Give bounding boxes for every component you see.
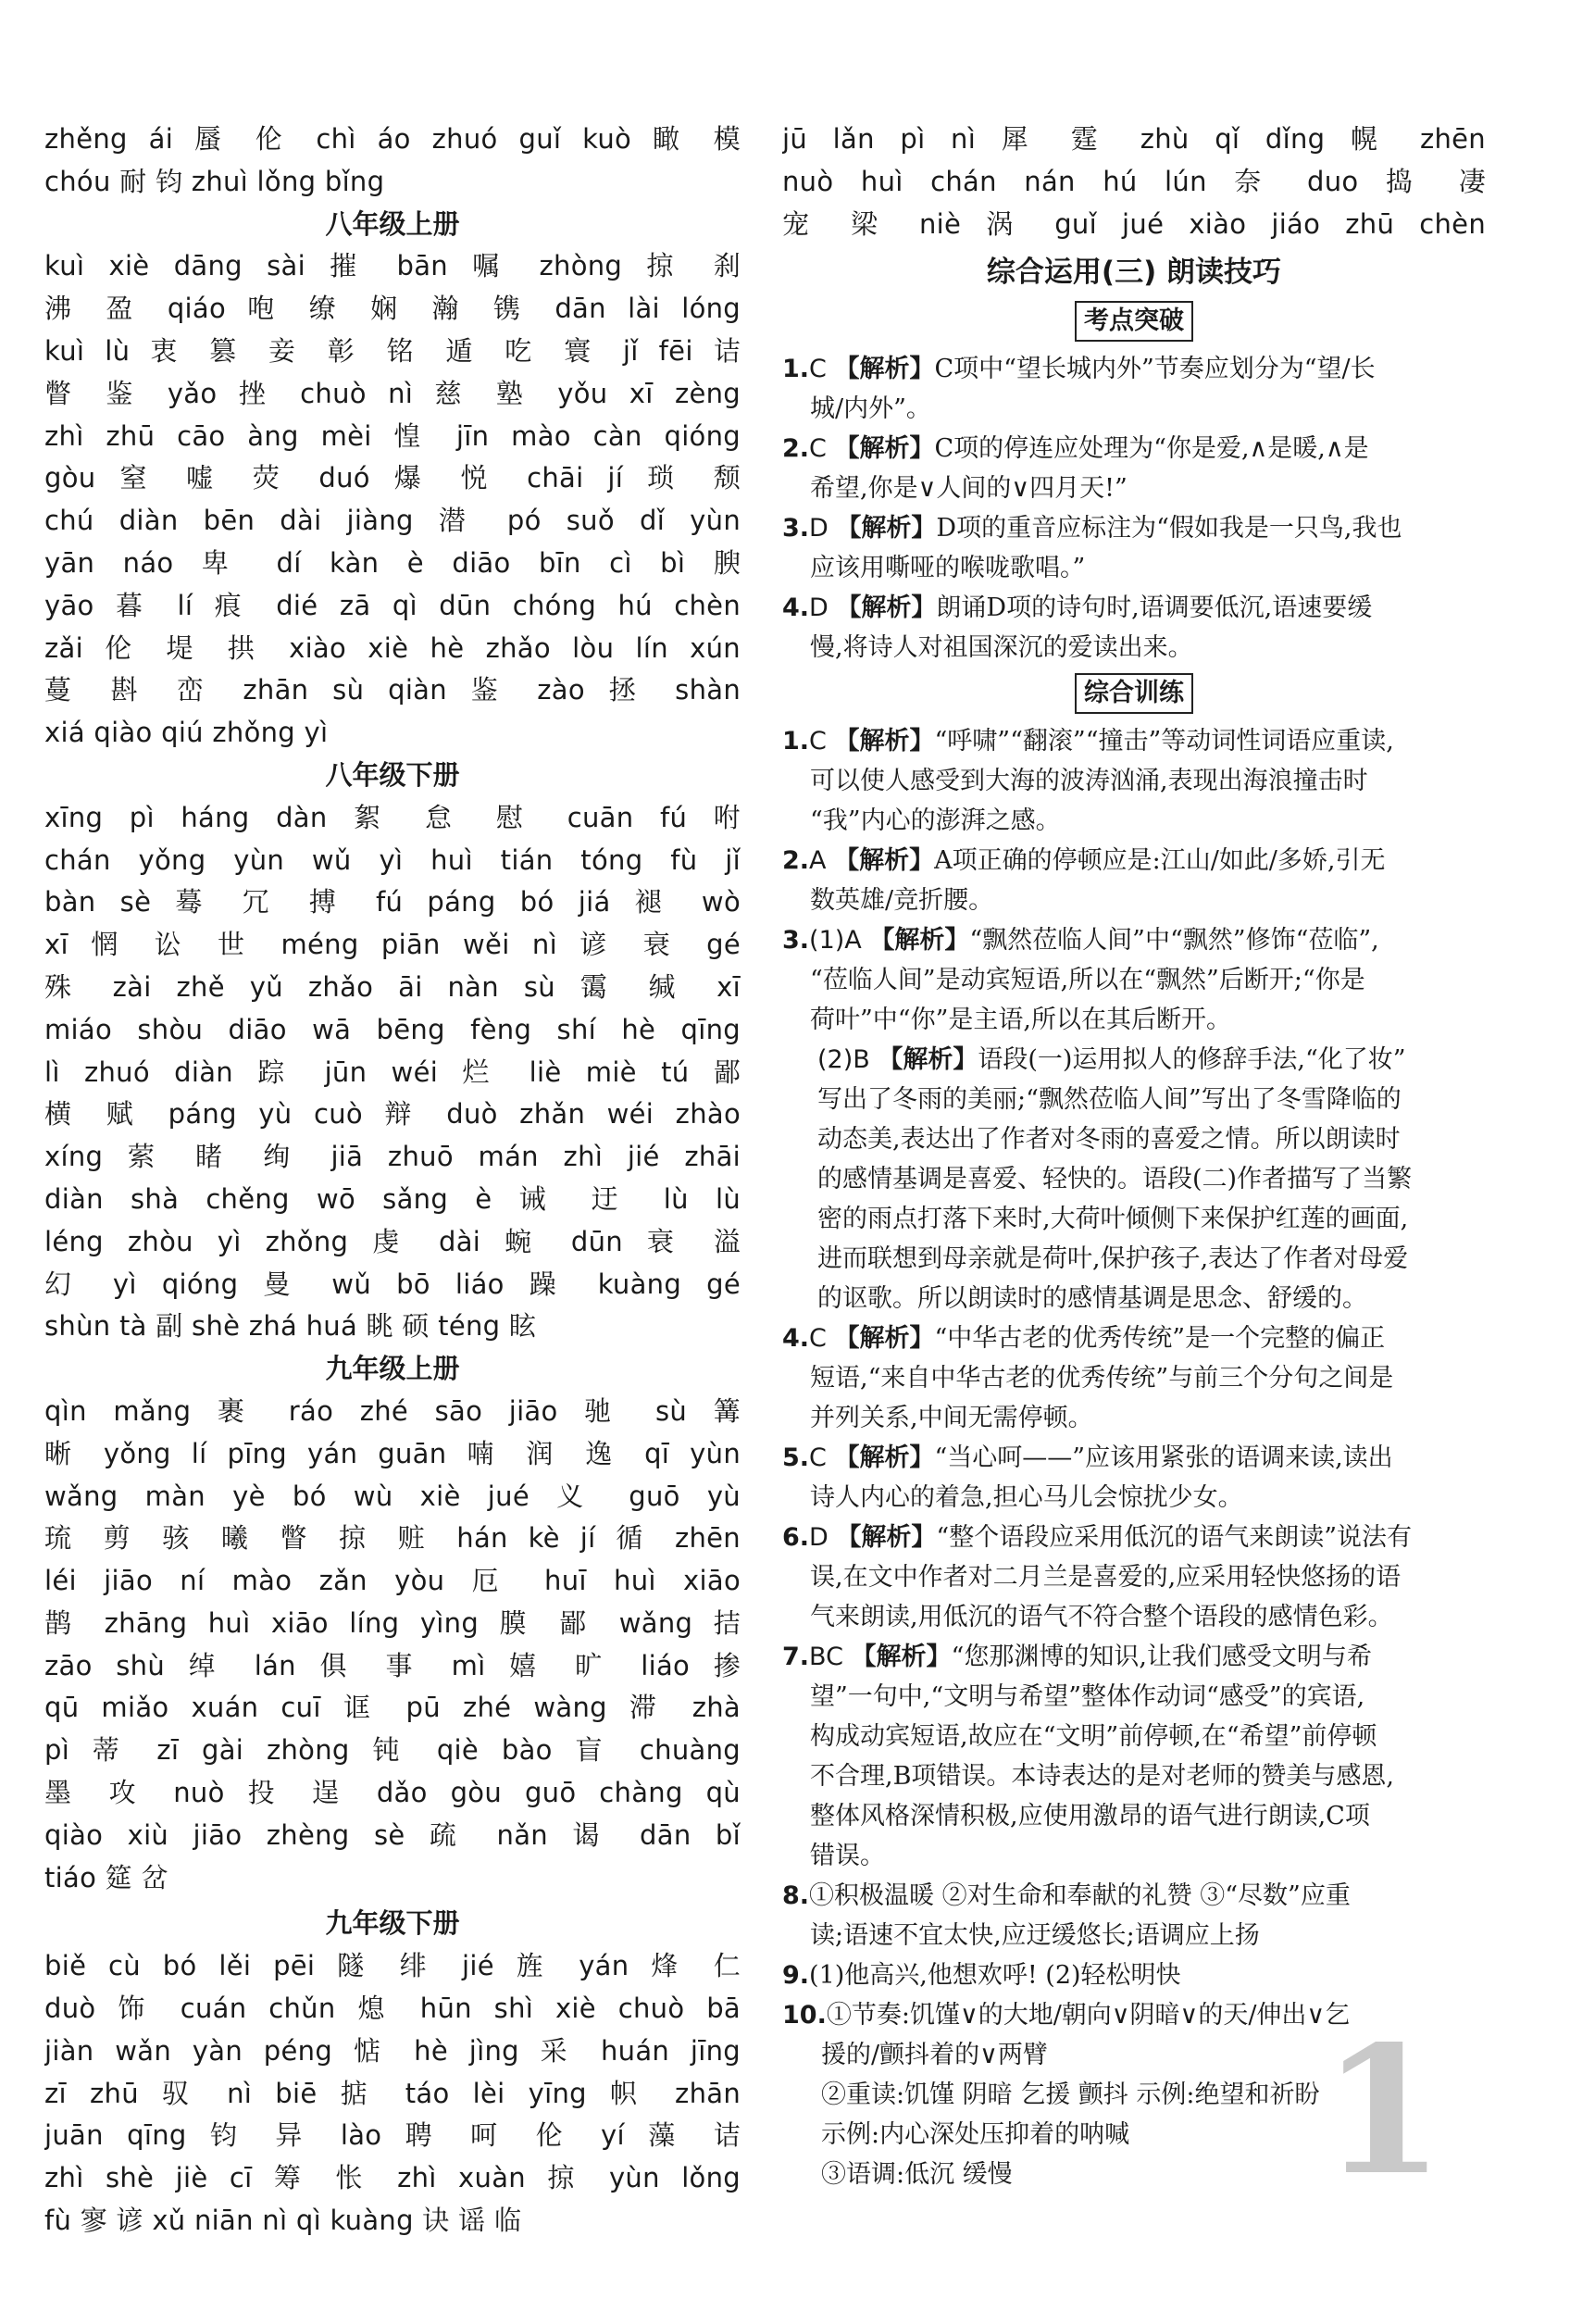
grade-9b-line: duò 饰 cuán chǔn 熄 hūn shì xiè chuò bā [44, 1993, 741, 2025]
answer-text: (1)他高兴,他想欢呼! (2)轻松明快 [809, 1961, 1181, 1991]
grade-8a-line: 蔓 斟 峦 zhān sù qiàn 鉴 zào 拯 shàn [44, 674, 741, 706]
answer-number: 8. [782, 1881, 810, 1911]
analysis-label: 【解析】 [836, 593, 937, 623]
grade-8a-line: 沸 盈 qiáo 咆 缭 娴 瀚 镌 dān lài lóng [44, 293, 741, 325]
analysis-label: 【解析】 [834, 846, 935, 876]
answer-number: 4. [782, 1324, 810, 1354]
answer-continuation: 读;语速不宜太快,应迂缓悠长;语调应上扬 [810, 1921, 1260, 1951]
answer-continuation: 可以使人感受到大海的波涛汹涌,表现出海浪撞击时 [810, 767, 1368, 796]
answer-continuation: 短语,“来自中华古老的优秀传统”与前三个分句之间是 [810, 1364, 1394, 1393]
analysis-label: 【解析】 [834, 727, 935, 756]
answer-text: C项中“望长城内外”节奏应划分为“望/长 [934, 355, 1376, 384]
page-number: 1 [1322, 2007, 1445, 2214]
grade-9a-line: qìn mǎng 裹 ráo zhé sāo jiāo 驰 sù 篝 [44, 1394, 741, 1427]
answers-zonghe [782, 721, 1486, 2075]
answer-continuation: 错误。 [810, 1842, 885, 1871]
analysis-label: 【解析】 [834, 355, 935, 384]
answer-choice: C [809, 355, 835, 384]
zonghe-item [782, 1040, 1486, 1080]
answer-text: C项的停连应处理为“你是爱,∧是暖,∧是 [934, 434, 1369, 464]
intro-line: zhěng ái 蜃 伦 chì áo zhuó guǐ kuò 瞰 模 [44, 123, 741, 155]
answer-text: “飘然莅临人间”中“飘然”修饰“莅临”, [969, 926, 1379, 956]
grade-9b-line: juān qīng 钧 异 lào 聘 呵 伦 yí 藻 诘 [44, 2119, 741, 2152]
left-column [44, 119, 741, 2243]
answers-kaodian [782, 349, 1486, 668]
answer-choice: (1)A [809, 926, 870, 956]
right-pinyin-line: nuò huì chán nán hú lún 奈 duo 捣 凄 [782, 165, 1486, 197]
zonghe-item [782, 1518, 1486, 1557]
answer-text: “呼啸”“翻滚”“撞击”等动词性词语应重读, [934, 727, 1394, 756]
answer-continuation: 城/内外”。 [810, 394, 931, 424]
answer-text: D项的重音应标注为“假如我是一只鸟,我也 [936, 514, 1402, 544]
answer-choice: C [809, 727, 835, 756]
grade-9a-line: pì 蒂 zī gài zhòng 钝 qiè bào 盲 chuàng [44, 1734, 741, 1767]
zonghe-item [782, 1318, 1486, 1358]
answer-choice: D [809, 514, 837, 544]
answer-text: “中华古老的优秀传统”是一个完整的偏正 [934, 1324, 1386, 1354]
answer-number: 4. [782, 593, 810, 623]
answer-text: A项正确的停顿应是:江山/如此/多娇,引无 [934, 846, 1386, 876]
answer-choice: D [809, 593, 837, 623]
grade-9a-line: 琉 剪 骇 曦 瞥 掠 赃 hán kè jí 循 zhēn [44, 1522, 741, 1555]
answer-number: 9. [782, 1961, 810, 1991]
grade-9a-line: tiáo 筵 岔 [44, 1861, 168, 1893]
grade-8a-title: 八年级上册 [325, 207, 460, 240]
grade-9a-line: 晰 yǒng lí pīng yán guān 喃 润 逸 qī yùn [44, 1437, 741, 1469]
answer-continuation: 动态美,表达出了作者对冬雨的喜爱之情。所以朗读时 [817, 1125, 1401, 1155]
answer-continuation: 密的雨点打落下来时,大荷叶倾侧下来保护红莲的画面, [817, 1205, 1409, 1234]
tag-zonghe: 综合训练 [1075, 673, 1193, 714]
zonghe-item [782, 920, 1486, 960]
grade-9a-line: léi jiāo ní mào zǎn yòu 厄 huī huì xiāo [44, 1565, 741, 1597]
grade-8b-line: lì zhuó diàn 踪 jūn wéi 烂 liè miè tú 鄙 [44, 1056, 741, 1088]
grade-8b-line: xīng pì háng dàn 絮 怠 慰 cuān fú 咐 [44, 801, 741, 833]
grade-9a-line: 鹊 zhāng huì xiāo líng yìng 膜 鄙 wǎng 拮 [44, 1606, 741, 1639]
zonghe-item [782, 841, 1486, 881]
answer-continuation: “莅临人间”是动宾短语,所以在“飘然”后断开;“你是 [810, 966, 1365, 995]
answer-text: ①节奏:饥馑∨的大地/朝向∨阴暗∨的天/伸出∨乞 [826, 2001, 1351, 2030]
grade-8b-title: 八年级下册 [325, 758, 460, 791]
answer-continuation: 并列关系,中间无需停顿。 [810, 1404, 1093, 1433]
answer-continuation: “我”内心的澎湃之感。 [810, 806, 1061, 836]
answer-choice: (2)B [817, 1045, 878, 1075]
grade-9a-line: wǎng màn yè bó wù xiè jué 义 guō yù [44, 1480, 741, 1512]
right-pinyin-line: 宠 梁 niè 涡 guǐ jué xiào jiáo zhū chèn [782, 207, 1486, 240]
answer-text: 朗诵D项的诗句时,语调要低沉,语速要缓 [936, 593, 1373, 623]
answer-text: ①积极温暖 ②对生命和奉献的礼赞 ③“尽数”应重 [809, 1881, 1351, 1911]
analysis-label: 【解析】 [836, 1523, 937, 1553]
answer-text: “当心呵——”应该用紧张的语调来读,读出 [934, 1443, 1393, 1473]
answer-10-line: ②重读:饥馑 阴暗 乞援 颤抖 示例:绝望和祈盼 [821, 2080, 1320, 2110]
analysis-label: 【解析】 [851, 1643, 952, 1672]
analysis-label: 【解析】 [869, 926, 970, 956]
grade-9b-title: 九年级下册 [325, 1907, 460, 1940]
answer-number: 1. [782, 355, 810, 384]
grade-9b-line: jiàn wǎn yàn péng 惦 hè jìng 采 huán jīng [44, 2034, 741, 2067]
answer-text: “整个语段应采用低沉的语气来朗读”说法有 [936, 1523, 1413, 1553]
grade-8b-line: xī 惘 讼 世 méng piān wěi nì 谚 衰 gé [44, 929, 741, 961]
answer-continuation: 写出了冬雨的美丽;“飘然莅临人间”写出了冬雪降临的 [817, 1085, 1402, 1115]
grade-8b-line: miáo shòu diāo wā bēng fèng shí hè qīng [44, 1013, 741, 1045]
grade-8a-line: zhì zhū cāo àng mèi 惶 jīn mào càn qióng [44, 419, 741, 452]
grade-8b-line: bàn sè 蓦 冗 搏 fú páng bó jiá 褪 wò [44, 886, 741, 918]
answer-continuation: 误,在文中作者对二月兰是喜爱的,应采用轻快悠扬的语 [810, 1563, 1402, 1593]
zonghe-item [782, 1876, 1486, 1916]
answer-choice: C [809, 1324, 835, 1354]
grade-9a-line: 墨 攻 nuò 投 逞 dǎo gòu guō chàng qù [44, 1777, 741, 1809]
grade-8a-line: 瞥 鉴 yǎo 挫 chuò nì 慈 塾 yǒu xī zèng [44, 377, 741, 409]
grade-9b-line: zhì shè jiè cī 筹 怅 zhì xuàn 掠 yùn lǒng [44, 2162, 741, 2194]
kaodian-item [782, 588, 1486, 628]
answer-number: 5. [782, 1443, 810, 1473]
answer-continuation: 整体风格深情积极,应使用激昂的语气进行朗读,C项 [810, 1802, 1370, 1831]
grade-8a-line: chú diàn bēn dài jiàng 潜 pó suǒ dǐ yùn [44, 505, 741, 537]
answer-continuation: 荷叶”中“你”是主语,所以在其后断开。 [810, 1006, 1231, 1035]
grade-8b-line: léng zhòu yì zhǒng 虔 dài 蜿 dūn 衰 溢 [44, 1225, 741, 1257]
zonghe-item [782, 1637, 1486, 1677]
answer-number: 3. [782, 926, 810, 956]
answer-10-line: ③语调:低沉 缓慢 [821, 2160, 1013, 2190]
grade-9a-line: zāo shù 绰 lán 俱 事 mì 嬉 旷 liáo 掺 [44, 1649, 741, 1681]
grade-8a-line: xiá qiào qiú zhǒng yì [44, 717, 329, 749]
answer-continuation: 的讴歌。所以朗读时的感情基调是思念、舒缓的。 [817, 1284, 1367, 1314]
right-pinyin-line: jū lǎn pì nì 犀 霆 zhù qǐ dǐng 幌 zhēn [782, 123, 1486, 155]
pinyin-block-grade-9b [44, 1945, 741, 2243]
right-column [782, 119, 1486, 2194]
answer-continuation: 的感情基调是喜爱、轻快的。语段(二)作者描写了当繁 [817, 1165, 1413, 1194]
answer-continuation: 诗人内心的着急,担心马儿会惊扰少女。 [810, 1483, 1243, 1513]
answer-number: 10. [782, 2001, 827, 2030]
grade-8a-line: yāo 暮 lí 痕 dié zā qì dūn chóng hú chèn [44, 589, 741, 621]
analysis-label: 【解析】 [836, 514, 937, 544]
grade-8b-line: 殊 zài zhě yǔ zhǎo āi nàn sù 霭 缄 xī [44, 970, 741, 1003]
grade-8b-line: shùn tà 副 shè zhá huá 眺 硕 téng 眩 [44, 1310, 537, 1343]
grade-8a-line: kuì lù 衷 篡 妾 彰 铭 遁 吃 寰 jǐ fēi 诘 [44, 334, 741, 367]
grade-9a-line: qū miǎo xuán cuī 诓 pū zhé wàng 滞 zhà [44, 1692, 741, 1724]
grade-8a-line: yān náo 卑 dí kàn è diāo bīn cì bì 腴 [44, 546, 741, 579]
analysis-label: 【解析】 [834, 1324, 935, 1354]
grade-8b-line: chán yǒng yùn wǔ yì huì tián tóng fù jǐ [44, 843, 741, 876]
answer-number: 2. [782, 846, 810, 876]
answer-number: 6. [782, 1523, 810, 1553]
answer-choice: D [809, 1523, 837, 1553]
answer-choice: C [809, 1443, 835, 1473]
pinyin-block-grade-8b [44, 797, 741, 1348]
kaodian-item [782, 429, 1486, 469]
answer-continuation: 进而联想到母亲就是荷叶,保护孩子,表达了作者对母爱 [817, 1244, 1409, 1274]
answer-choice: BC [809, 1643, 852, 1672]
grade-8b-line: diàn shà chěng wō sǎng è 诫 迂 lù lù [44, 1182, 741, 1215]
analysis-label: 【解析】 [834, 434, 935, 464]
answer-continuation: 应该用嘶哑的喉咙歌唱。” [810, 554, 1086, 583]
answer-text: 语段(一)运用拟人的修辞手法,“化了妆” [978, 1045, 1406, 1075]
grade-8b-line: 幻 yì qióng 曼 wǔ bō liáo 躁 kuàng gé [44, 1268, 741, 1300]
zonghe-item [782, 1438, 1486, 1478]
grade-8b-line: 横 赋 páng yù cuò 辩 duò zhǎn wéi zhào [44, 1098, 741, 1131]
answer-number: 3. [782, 514, 810, 544]
analysis-label: 【解析】 [878, 1045, 978, 1075]
answer-10-line: 示例:内心深处压抑着的呐喊 [821, 2120, 1130, 2150]
tag-kaodian: 考点突破 [1075, 301, 1193, 342]
answer-choice: A [809, 846, 835, 876]
kaodian-item [782, 508, 1486, 548]
section-title: 综合运用(三) 朗读技巧 [986, 256, 1282, 290]
answer-continuation: 气来朗读,用低沉的语气不符合整个语段的感情色彩。 [810, 1603, 1393, 1632]
grade-8b-line: xíng 萦 睹 绚 jiā zhuō mán zhì jié zhāi [44, 1141, 741, 1173]
grade-9b-line: fù 寥 谚 xǔ niān nì qì kuàng 诀 谣 临 [44, 2205, 522, 2237]
pinyin-block-grade-9a [44, 1391, 741, 1900]
answer-continuation: 不合理,B项错误。本诗表达的是对老师的赞美与感恩, [810, 1762, 1395, 1792]
answer-continuation: 慢,将诗人对祖国深沉的爱读出来。 [810, 633, 1193, 663]
answer-continuation: 数英雄/竞折腰。 [810, 886, 994, 916]
grade-8a-line: gòu 窒 嘘 荧 duó 爆 悦 chāi jí 琐 颓 [44, 462, 741, 494]
answer-continuation: 希望,你是∨人间的∨四月天!” [810, 474, 1128, 504]
answer-text: “您那渊博的知识,让我们感受文明与希 [951, 1643, 1372, 1672]
intro-line: chóu 耐 钧 zhuì lǒng bǐng [44, 165, 385, 197]
answer-continuation: 构成动宾短语,故应在“文明”前停顿,在“希望”前停顿 [810, 1722, 1377, 1752]
grade-9b-line: biě cù bó lěi pēi 隧 绯 jié 旌 yán 烽 仁 [44, 1950, 741, 1982]
pinyin-block-intro [44, 119, 741, 204]
zonghe-item [782, 721, 1486, 761]
grade-9a-title: 九年级上册 [325, 1353, 460, 1385]
grade-8a-line: zǎi 伦 堤 拱 xiào xiè hè zhǎo lòu lín xún [44, 631, 741, 664]
answer-choice: C [809, 434, 835, 464]
answer-number: 1. [782, 727, 810, 756]
grade-9b-line: zī zhū 驭 nì biē 掂 táo lèi yīng 帜 zhān [44, 2077, 741, 2109]
analysis-label: 【解析】 [834, 1443, 935, 1473]
grade-9a-line: qiào xiù jiāo zhèng sè 疏 nǎn 谒 dān bǐ [44, 1818, 741, 1851]
pinyin-block-right [782, 119, 1486, 245]
answer-number: 7. [782, 1643, 810, 1672]
answer-number: 2. [782, 434, 810, 464]
answer-continuation: 望”一句中,“文明与希望”整体作动词“感受”的宾语, [810, 1682, 1365, 1712]
answer-continuation: 援的/颤抖着的∨两臂 [821, 2041, 1048, 2070]
kaodian-item [782, 349, 1486, 389]
zonghe-item [782, 1955, 1486, 1995]
grade-8a-line: kuì xiè dāng sài 摧 bān 嘱 zhòng 掠 刹 [44, 250, 741, 282]
pinyin-block-grade-8a [44, 245, 741, 755]
